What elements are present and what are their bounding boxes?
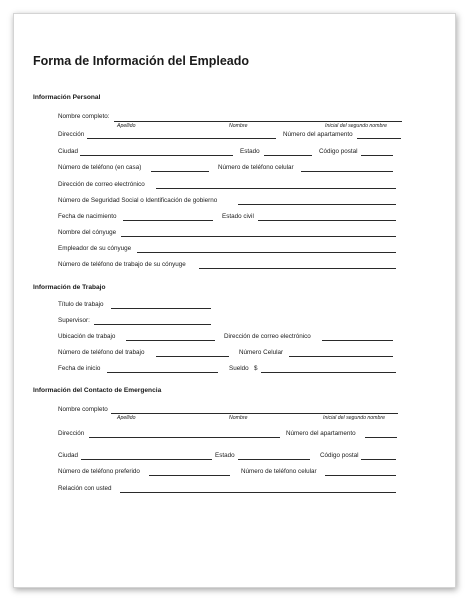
emergency-apartment-label: Número del apartamento bbox=[286, 430, 356, 437]
hint-first-name: Nombre bbox=[229, 123, 248, 129]
city-line[interactable] bbox=[80, 155, 233, 156]
emergency-cell-phone-label: Número de teléfono celular bbox=[241, 468, 317, 475]
preferred-phone-line[interactable] bbox=[149, 475, 230, 476]
emergency-hint-middle-initial: Inicial del segundo nombre bbox=[323, 415, 386, 421]
home-phone-label: Número de teléfono (en casa) bbox=[58, 164, 142, 171]
work-email-line[interactable] bbox=[322, 340, 393, 341]
salary-line[interactable] bbox=[261, 372, 396, 373]
apartment-line[interactable] bbox=[357, 138, 401, 139]
salary-currency: $ bbox=[254, 365, 258, 372]
emergency-full-name-label: Nombre completo bbox=[58, 406, 108, 413]
spouse-work-phone-line[interactable] bbox=[199, 268, 396, 269]
section-work-heading: Información de Trabajo bbox=[33, 284, 106, 291]
city-label: Ciudad bbox=[58, 148, 78, 155]
preferred-phone-label: Número de teléfono preferido bbox=[58, 468, 140, 475]
job-title-line[interactable] bbox=[111, 308, 211, 309]
cell-number-label: Número Celular bbox=[239, 349, 284, 356]
work-phone-line[interactable] bbox=[156, 356, 229, 357]
supervisor-line[interactable] bbox=[94, 324, 211, 325]
emergency-city-line[interactable] bbox=[81, 459, 212, 460]
emergency-hint-first-name: Nombre bbox=[229, 415, 248, 421]
start-date-line[interactable] bbox=[107, 372, 218, 373]
birth-date-line[interactable] bbox=[123, 220, 213, 221]
emergency-cell-phone-line[interactable] bbox=[325, 475, 396, 476]
full-name-line[interactable] bbox=[114, 121, 402, 122]
hint-last-name: Apellido bbox=[117, 123, 136, 129]
section-personal-heading: Información Personal bbox=[33, 94, 101, 101]
email-label: Dirección de correo electrónico bbox=[58, 181, 145, 188]
emergency-state-label: Estado bbox=[215, 452, 235, 459]
spouse-name-line[interactable] bbox=[121, 236, 396, 237]
job-title-label: Título de trabajo bbox=[58, 301, 104, 308]
start-date-label: Fecha de inicio bbox=[58, 365, 101, 372]
spouse-employer-line[interactable] bbox=[137, 252, 396, 253]
emergency-apartment-line[interactable] bbox=[365, 437, 397, 438]
address-label: Dirección bbox=[58, 131, 85, 138]
email-line[interactable] bbox=[156, 188, 396, 189]
state-line[interactable] bbox=[264, 155, 312, 156]
spouse-name-label: Nombre del cónyuge bbox=[58, 229, 117, 236]
cell-phone-line[interactable] bbox=[301, 171, 393, 172]
supervisor-label: Supervisor: bbox=[58, 317, 90, 324]
home-phone-line[interactable] bbox=[151, 171, 209, 172]
spouse-employer-label: Empleador de su cónyuge bbox=[58, 245, 132, 252]
emergency-address-line[interactable] bbox=[89, 437, 280, 438]
birth-date-label: Fecha de nacimiento bbox=[58, 213, 117, 220]
relation-line[interactable] bbox=[120, 492, 396, 493]
section-emergency-heading: Información del Contacto de Emergencia bbox=[33, 387, 162, 394]
emergency-full-name-line[interactable] bbox=[111, 413, 398, 414]
spouse-work-phone-label: Número de teléfono de trabajo de su cónyuge bbox=[58, 261, 186, 268]
relation-label: Relación con usted bbox=[58, 485, 112, 492]
emergency-hint-last-name: Apellido bbox=[117, 415, 136, 421]
marital-line[interactable] bbox=[258, 220, 396, 221]
emergency-state-line[interactable] bbox=[238, 459, 310, 460]
work-phone-label: Número de teléfono del trabajo bbox=[58, 349, 145, 356]
emergency-zip-line[interactable] bbox=[361, 459, 396, 460]
salary-label: Sueldo bbox=[229, 365, 249, 372]
emergency-address-label: Dirección bbox=[58, 430, 85, 437]
ssn-label: Número de Seguridad Social o Identificación de gobierno bbox=[58, 197, 218, 204]
work-location-line[interactable] bbox=[126, 340, 215, 341]
form-title: Forma de Información del Empleado bbox=[33, 54, 250, 68]
ssn-line[interactable] bbox=[238, 204, 396, 205]
marital-label: Estado civil bbox=[222, 213, 254, 220]
zip-label: Código postal bbox=[319, 148, 358, 155]
address-line[interactable] bbox=[87, 138, 276, 139]
hint-middle-initial: Inicial del segundo nombre bbox=[325, 123, 388, 129]
emergency-zip-label: Código postal bbox=[320, 452, 359, 459]
work-location-label: Ubicación de trabajo bbox=[58, 333, 116, 340]
work-email-label: Dirección de correo electrónico bbox=[224, 333, 311, 340]
emergency-city-label: Ciudad bbox=[58, 452, 78, 459]
full-name-label: Nombre completo: bbox=[58, 113, 110, 120]
zip-line[interactable] bbox=[361, 155, 393, 156]
cell-number-line[interactable] bbox=[289, 356, 393, 357]
state-label: Estado bbox=[240, 148, 260, 155]
cell-phone-label: Número de teléfono celular bbox=[218, 164, 294, 171]
apartment-label: Número del apartamento bbox=[283, 131, 353, 138]
